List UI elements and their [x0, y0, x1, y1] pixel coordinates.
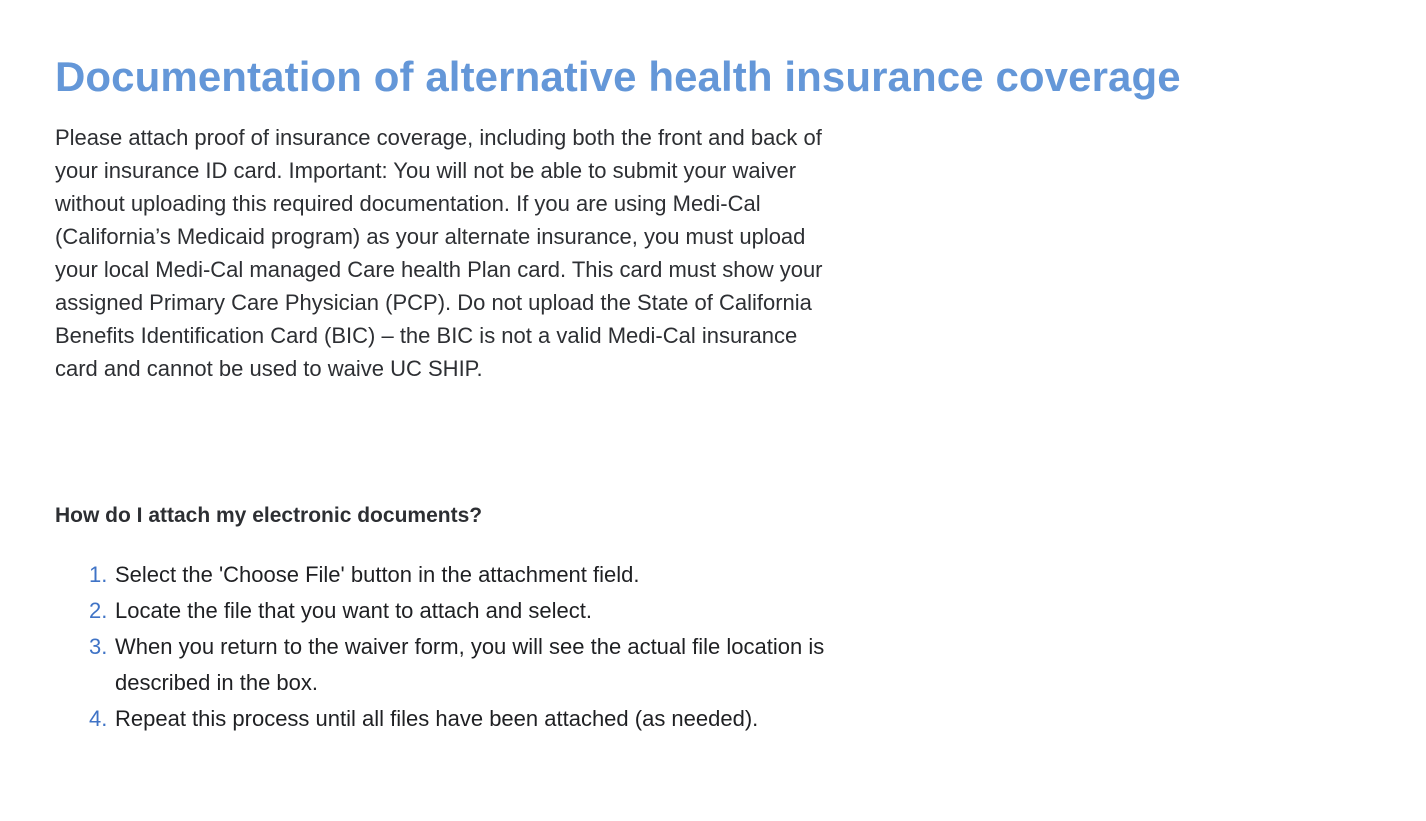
list-item: [55, 593, 835, 629]
list-item: [55, 629, 835, 701]
list-item: [55, 557, 835, 593]
step-number: 4.: [89, 706, 108, 731]
list-item: [55, 701, 835, 737]
step-number: 2.: [89, 598, 108, 623]
step-text: Locate the file that you want to attach and select.: [115, 598, 592, 623]
steps-list: [55, 557, 835, 737]
step-text: Repeat this process until all files have been attached (as needed).: [115, 706, 759, 731]
intro-paragraph: Please attach proof of insurance coverage, including both the front and back of your insurance ID card. Important: You will not be able to submit your waiver without uploading this required documentation. If you are using Medi-Cal (California’s Medicaid program) as your alternate insurance, you must upload your local Medi-Cal managed Care health Plan card. This card must show your assigned Primary Care Physician (PCP). Do not upload the State of California Benefits Identification Card (BIC) – the BIC is not a valid Medi-Cal insurance card and cannot be used to waive UC SHIP.: [55, 125, 823, 381]
step-text: When you return to the waiver form, you will see the actual file location is described in the box.: [115, 634, 825, 695]
step-number: 1.: [89, 562, 108, 587]
step-number: 3.: [89, 634, 108, 659]
step-text: Select the 'Choose File' button in the attachment field.: [115, 562, 640, 587]
howto-heading: How do I attach my electronic documents?: [55, 504, 483, 527]
page-title: Documentation of alternative health insurance coverage: [55, 53, 1181, 100]
